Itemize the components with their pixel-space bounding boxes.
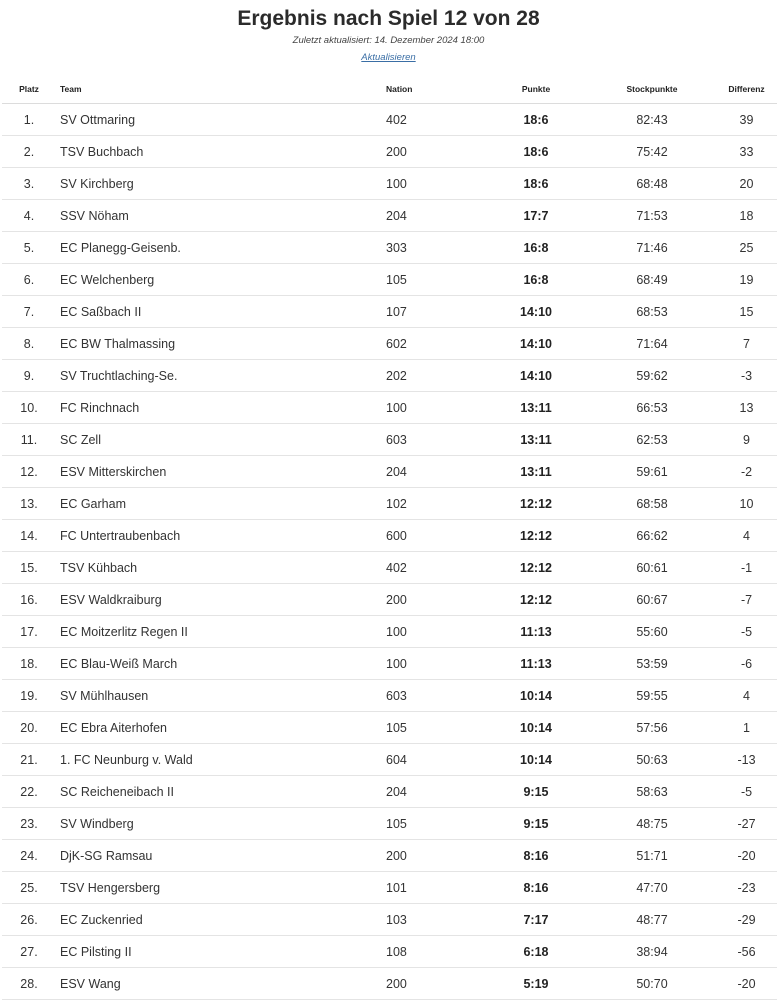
cell-platz: 5. <box>2 232 56 264</box>
cell-differenz: 25 <box>710 232 777 264</box>
cell-team: EC Zuckenried <box>56 904 382 936</box>
cell-team: SV Windberg <box>56 808 382 840</box>
cell-punkte: 6:18 <box>478 936 594 968</box>
cell-punkte: 14:10 <box>478 328 594 360</box>
cell-punkte: 18:6 <box>478 168 594 200</box>
cell-team: FC Rinchnach <box>56 392 382 424</box>
page-title: Ergebnis nach Spiel 12 von 28 <box>237 7 540 30</box>
cell-platz: 14. <box>2 520 56 552</box>
cell-differenz: -5 <box>710 616 777 648</box>
cell-differenz: 4 <box>710 520 777 552</box>
cell-punkte: 13:11 <box>478 392 594 424</box>
cell-differenz: 39 <box>710 104 777 136</box>
cell-differenz: 4 <box>710 680 777 712</box>
cell-team: SV Kirchberg <box>56 168 382 200</box>
cell-stockpunkte: 68:53 <box>594 296 710 328</box>
last-updated-text: Zuletzt aktualisiert: 14. Dezember 2024 18:00 <box>292 35 485 46</box>
table-row <box>2 680 777 712</box>
cell-platz: 25. <box>2 872 56 904</box>
cell-stockpunkte: 82:43 <box>594 104 710 136</box>
cell-stockpunkte: 59:62 <box>594 360 710 392</box>
table-row <box>2 168 777 200</box>
cell-nation: 102 <box>382 488 478 520</box>
cell-punkte: 7:17 <box>478 904 594 936</box>
cell-nation: 603 <box>382 424 478 456</box>
cell-nation: 204 <box>382 776 478 808</box>
cell-team: EC Moitzerlitz Regen II <box>56 616 382 648</box>
cell-punkte: 8:16 <box>478 872 594 904</box>
cell-differenz: -23 <box>710 872 777 904</box>
cell-differenz: 20 <box>710 168 777 200</box>
table-row <box>2 328 777 360</box>
cell-punkte: 10:14 <box>478 680 594 712</box>
cell-team: SC Zell <box>56 424 382 456</box>
cell-differenz: 10 <box>710 488 777 520</box>
cell-nation: 100 <box>382 168 478 200</box>
cell-platz: 7. <box>2 296 56 328</box>
cell-punkte: 9:15 <box>478 808 594 840</box>
cell-nation: 604 <box>382 744 478 776</box>
column-header-stockpunkte: Stockpunkte <box>594 75 710 104</box>
cell-team: EC Pilsting II <box>56 936 382 968</box>
table-row <box>2 616 777 648</box>
cell-differenz: -1 <box>710 552 777 584</box>
cell-stockpunkte: 75:42 <box>594 136 710 168</box>
cell-team: EC BW Thalmassing <box>56 328 382 360</box>
table-row <box>2 936 777 968</box>
cell-differenz: -13 <box>710 744 777 776</box>
cell-team: ESV Wang <box>56 968 382 1000</box>
cell-platz: 23. <box>2 808 56 840</box>
cell-stockpunkte: 53:59 <box>594 648 710 680</box>
cell-stockpunkte: 71:46 <box>594 232 710 264</box>
cell-differenz: -56 <box>710 936 777 968</box>
cell-team: EC Garham <box>56 488 382 520</box>
table-row <box>2 136 777 168</box>
cell-stockpunkte: 68:48 <box>594 168 710 200</box>
cell-team: TSV Hengersberg <box>56 872 382 904</box>
cell-team: TSV Kühbach <box>56 552 382 584</box>
cell-nation: 200 <box>382 584 478 616</box>
cell-team: SV Mühlhausen <box>56 680 382 712</box>
table-row <box>2 360 777 392</box>
cell-punkte: 11:13 <box>478 616 594 648</box>
cell-team: EC Ebra Aiterhofen <box>56 712 382 744</box>
cell-team: EC Saßbach II <box>56 296 382 328</box>
table-row <box>2 200 777 232</box>
table-row <box>2 264 777 296</box>
cell-stockpunkte: 68:49 <box>594 264 710 296</box>
cell-nation: 100 <box>382 616 478 648</box>
cell-nation: 200 <box>382 840 478 872</box>
table-row <box>2 456 777 488</box>
cell-differenz: 18 <box>710 200 777 232</box>
table-row <box>2 392 777 424</box>
cell-differenz: 7 <box>710 328 777 360</box>
cell-platz: 1. <box>2 104 56 136</box>
cell-differenz: 33 <box>710 136 777 168</box>
cell-platz: 6. <box>2 264 56 296</box>
cell-team: SV Ottmaring <box>56 104 382 136</box>
cell-punkte: 13:11 <box>478 456 594 488</box>
cell-platz: 12. <box>2 456 56 488</box>
cell-stockpunkte: 48:77 <box>594 904 710 936</box>
cell-stockpunkte: 57:56 <box>594 712 710 744</box>
cell-team: 1. FC Neunburg v. Wald <box>56 744 382 776</box>
table-row <box>2 808 777 840</box>
cell-nation: 105 <box>382 808 478 840</box>
table-row <box>2 520 777 552</box>
cell-punkte: 10:14 <box>478 712 594 744</box>
table-row <box>2 424 777 456</box>
table-row <box>2 488 777 520</box>
cell-stockpunkte: 55:60 <box>594 616 710 648</box>
cell-differenz: -7 <box>710 584 777 616</box>
cell-punkte: 16:8 <box>478 232 594 264</box>
cell-stockpunkte: 66:62 <box>594 520 710 552</box>
cell-platz: 21. <box>2 744 56 776</box>
cell-punkte: 12:12 <box>478 520 594 552</box>
cell-differenz: -20 <box>710 968 777 1000</box>
cell-platz: 11. <box>2 424 56 456</box>
cell-stockpunkte: 51:71 <box>594 840 710 872</box>
column-header-platz: Platz <box>2 75 56 104</box>
table-row <box>2 712 777 744</box>
cell-team: SSV Nöham <box>56 200 382 232</box>
cell-punkte: 14:10 <box>478 296 594 328</box>
cell-nation: 402 <box>382 552 478 584</box>
column-header-differenz: Differenz <box>710 75 777 104</box>
cell-platz: 19. <box>2 680 56 712</box>
cell-stockpunkte: 71:64 <box>594 328 710 360</box>
cell-stockpunkte: 66:53 <box>594 392 710 424</box>
cell-platz: 2. <box>2 136 56 168</box>
cell-punkte: 17:7 <box>478 200 594 232</box>
cell-stockpunkte: 60:67 <box>594 584 710 616</box>
table-row <box>2 296 777 328</box>
cell-punkte: 12:12 <box>478 584 594 616</box>
cell-nation: 108 <box>382 936 478 968</box>
cell-punkte: 10:14 <box>478 744 594 776</box>
cell-team: ESV Mitterskirchen <box>56 456 382 488</box>
cell-team: FC Untertraubenbach <box>56 520 382 552</box>
table-row <box>2 872 777 904</box>
cell-nation: 303 <box>382 232 478 264</box>
cell-nation: 103 <box>382 904 478 936</box>
cell-differenz: -6 <box>710 648 777 680</box>
page-header <box>0 0 777 65</box>
table-row <box>2 840 777 872</box>
table-row <box>2 648 777 680</box>
cell-differenz: -3 <box>710 360 777 392</box>
table-row <box>2 904 777 936</box>
cell-punkte: 5:19 <box>478 968 594 1000</box>
cell-platz: 4. <box>2 200 56 232</box>
cell-platz: 20. <box>2 712 56 744</box>
table-body <box>2 104 777 1000</box>
table-row <box>2 968 777 1000</box>
cell-nation: 105 <box>382 712 478 744</box>
cell-differenz: -29 <box>710 904 777 936</box>
cell-punkte: 14:10 <box>478 360 594 392</box>
cell-team: TSV Buchbach <box>56 136 382 168</box>
cell-team: SC Reicheneibach II <box>56 776 382 808</box>
cell-team: EC Planegg-Geisenb. <box>56 232 382 264</box>
cell-nation: 204 <box>382 200 478 232</box>
table-header <box>2 75 777 104</box>
cell-platz: 26. <box>2 904 56 936</box>
cell-stockpunkte: 71:53 <box>594 200 710 232</box>
cell-platz: 28. <box>2 968 56 1000</box>
cell-platz: 8. <box>2 328 56 360</box>
cell-platz: 27. <box>2 936 56 968</box>
cell-stockpunkte: 59:55 <box>594 680 710 712</box>
standings-table <box>2 75 777 1000</box>
cell-nation: 602 <box>382 328 478 360</box>
cell-platz: 13. <box>2 488 56 520</box>
cell-nation: 105 <box>382 264 478 296</box>
cell-differenz: -5 <box>710 776 777 808</box>
cell-punkte: 12:12 <box>478 552 594 584</box>
cell-differenz: 9 <box>710 424 777 456</box>
column-header-team: Team <box>56 75 382 104</box>
cell-punkte: 16:8 <box>478 264 594 296</box>
column-header-punkte: Punkte <box>478 75 594 104</box>
cell-stockpunkte: 47:70 <box>594 872 710 904</box>
cell-stockpunkte: 60:61 <box>594 552 710 584</box>
cell-punkte: 9:15 <box>478 776 594 808</box>
cell-differenz: 15 <box>710 296 777 328</box>
cell-punkte: 18:6 <box>478 104 594 136</box>
cell-stockpunkte: 58:63 <box>594 776 710 808</box>
cell-differenz: 13 <box>710 392 777 424</box>
cell-platz: 15. <box>2 552 56 584</box>
cell-nation: 402 <box>382 104 478 136</box>
cell-differenz: -20 <box>710 840 777 872</box>
table-row <box>2 744 777 776</box>
cell-platz: 17. <box>2 616 56 648</box>
cell-differenz: -27 <box>710 808 777 840</box>
cell-punkte: 13:11 <box>478 424 594 456</box>
table-row <box>2 776 777 808</box>
table-row <box>2 104 777 136</box>
header-row <box>2 75 777 104</box>
cell-differenz: -2 <box>710 456 777 488</box>
cell-nation: 603 <box>382 680 478 712</box>
cell-nation: 600 <box>382 520 478 552</box>
cell-stockpunkte: 59:61 <box>594 456 710 488</box>
cell-stockpunkte: 38:94 <box>594 936 710 968</box>
cell-nation: 100 <box>382 392 478 424</box>
cell-platz: 10. <box>2 392 56 424</box>
cell-stockpunkte: 62:53 <box>594 424 710 456</box>
cell-stockpunkte: 68:58 <box>594 488 710 520</box>
table-row <box>2 584 777 616</box>
cell-team: ESV Waldkraiburg <box>56 584 382 616</box>
table-row <box>2 232 777 264</box>
cell-punkte: 12:12 <box>478 488 594 520</box>
cell-team: SV Truchtlaching-Se. <box>56 360 382 392</box>
cell-nation: 200 <box>382 968 478 1000</box>
cell-nation: 204 <box>382 456 478 488</box>
cell-nation: 200 <box>382 136 478 168</box>
refresh-link[interactable]: Aktualisieren <box>361 52 416 63</box>
cell-platz: 9. <box>2 360 56 392</box>
cell-stockpunkte: 50:63 <box>594 744 710 776</box>
cell-platz: 3. <box>2 168 56 200</box>
cell-stockpunkte: 50:70 <box>594 968 710 1000</box>
table-row <box>2 552 777 584</box>
cell-nation: 100 <box>382 648 478 680</box>
cell-platz: 16. <box>2 584 56 616</box>
cell-team: EC Blau-Weiß March <box>56 648 382 680</box>
cell-nation: 101 <box>382 872 478 904</box>
cell-platz: 24. <box>2 840 56 872</box>
cell-nation: 202 <box>382 360 478 392</box>
cell-punkte: 18:6 <box>478 136 594 168</box>
column-header-nation: Nation <box>382 75 478 104</box>
cell-platz: 18. <box>2 648 56 680</box>
cell-stockpunkte: 48:75 <box>594 808 710 840</box>
cell-differenz: 1 <box>710 712 777 744</box>
cell-differenz: 19 <box>710 264 777 296</box>
cell-team: DjK-SG Ramsau <box>56 840 382 872</box>
cell-punkte: 11:13 <box>478 648 594 680</box>
cell-nation: 107 <box>382 296 478 328</box>
cell-platz: 22. <box>2 776 56 808</box>
cell-team: EC Welchenberg <box>56 264 382 296</box>
cell-punkte: 8:16 <box>478 840 594 872</box>
